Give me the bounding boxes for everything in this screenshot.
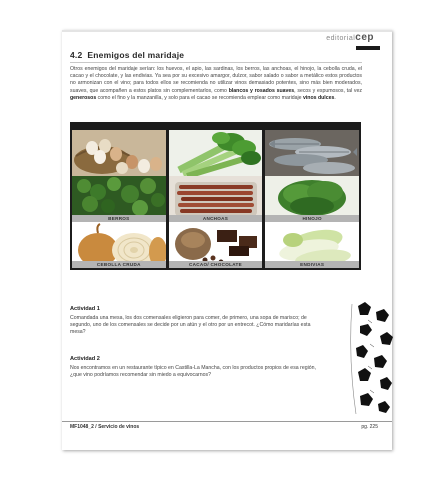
food-caption: HINOJO	[265, 215, 359, 222]
section-number: 4.2	[70, 50, 83, 60]
food-cell-sardinas	[265, 130, 359, 176]
sardines-image	[265, 130, 359, 176]
food-cell-huevos	[72, 130, 166, 176]
section-content	[70, 50, 362, 102]
activity-title: Actividad 2	[70, 356, 100, 362]
section-heading	[70, 50, 362, 63]
paragraph-text: Otros enemigos del maridaje serían: los huevos, el apio, las sardinas, los berros, las anchoas, el hinojo, la cebolla cruda, el cacao y el chocolate, y las endivias. Ya sea por su excesivo amargor, dulzor, sabor salado o sabor a metálico estos productos no armonizan con el vino; para todos ellos se recomienda no utilizar vinos demasiado potentes, sino más bien moderados, suaves, que acompañen a estos platos sin complementarlos, como	[70, 66, 362, 94]
section-title-text: Enemigos del maridaje	[87, 50, 185, 60]
activity-2	[70, 356, 325, 379]
publisher-logo	[326, 32, 374, 43]
decorative-margin-pattern	[350, 300, 398, 418]
emphasis-text: generosos	[70, 94, 97, 101]
food-caption: ANCHOAS	[169, 215, 263, 222]
eggs-image	[72, 130, 166, 176]
paragraph-text: como el fino y la manzanilla, y solo para el cacao se recomienda emplear como maridaje	[96, 94, 303, 101]
emphasis-text: vinos dulces	[302, 94, 335, 101]
footer-module: MF1048_2 / Servicio de vinos	[70, 424, 140, 430]
emphasis-text: blancos y rosados suaves	[228, 87, 295, 94]
food-cell-anchoas	[169, 176, 263, 222]
document-page	[62, 30, 392, 450]
section-paragraph	[70, 66, 362, 102]
food-caption: ENDIVIAS	[265, 261, 359, 268]
logo-name: cep	[355, 32, 374, 43]
food-cell-apio	[169, 130, 263, 176]
food-cell-hinojo	[265, 176, 359, 222]
logo-prefix: editorial	[326, 35, 356, 42]
paragraph-text: .	[334, 94, 336, 101]
food-image-panel	[70, 122, 361, 270]
food-caption: CACAO/ CHOCOLATE	[169, 261, 263, 268]
footer-page-number: pg. 225	[361, 424, 378, 430]
food-cell-cebolla	[72, 222, 166, 268]
activity-text: Comandada una mesa, los dos comensales eligieron para comer, de primero, una sopa de marisco; de segundo, uno de los comensales se decide por un atún y el otro por un entrecot. ¿Cómo maridarías esta mesa?	[70, 315, 311, 336]
activity-1	[70, 306, 325, 337]
paragraph-text: , secos y espumosos, tal vez	[294, 87, 362, 94]
activity-title: Actividad 1	[70, 306, 100, 312]
celery-image	[169, 130, 263, 176]
food-cell-cacao	[169, 222, 263, 268]
food-cell-berros	[72, 176, 166, 222]
food-caption: BERROS	[72, 215, 166, 222]
food-cell-endivias	[265, 222, 359, 268]
food-grid	[72, 130, 359, 268]
food-caption: CEBOLLA CRUDA	[72, 261, 166, 268]
footer-rule	[62, 421, 392, 422]
activity-text: Nos encontramos en un restaurante típico en Castilla-La Mancha, con los productos propios de esa región, ¿que vino podríamos recomendar sin miedo a equivocarnos?	[70, 365, 316, 379]
